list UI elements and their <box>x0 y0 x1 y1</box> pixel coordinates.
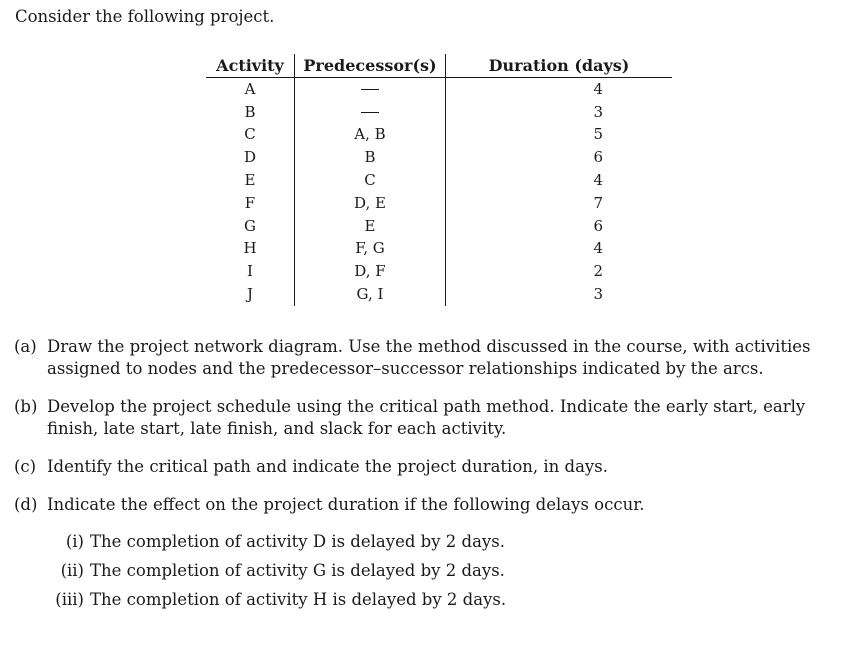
question-d <box>14 494 814 516</box>
none-dash <box>361 112 379 113</box>
duration-cell: 3 <box>593 285 603 304</box>
header-activity: Activity <box>206 54 295 78</box>
predecessors-cell <box>295 78 446 101</box>
duration-cell: 4 <box>593 79 603 98</box>
sub-question-text: The completion of activity D is delayed by 2 days. <box>90 532 505 551</box>
header-predecessors: Predecessor(s) <box>295 54 446 78</box>
predecessors-cell: A, B <box>295 124 446 147</box>
activity-cell: D <box>243 148 257 167</box>
question-text: Identify the critical path and indicate the project duration, in days. <box>47 457 608 476</box>
sub-question-iii <box>14 589 814 611</box>
table-row <box>206 238 672 261</box>
duration-cell: 6 <box>593 148 603 167</box>
table-header-row <box>206 54 672 78</box>
predecessors-cell: C <box>295 169 446 192</box>
table-row <box>206 124 672 147</box>
table-row <box>206 283 672 306</box>
project-table <box>206 54 672 306</box>
sub-question-i <box>14 531 814 553</box>
activity-cell: F <box>244 193 256 212</box>
question-label: (b) <box>14 397 38 416</box>
table-row <box>206 192 672 215</box>
duration-cell: 4 <box>593 171 603 190</box>
predecessors-cell <box>295 101 446 124</box>
sub-question-text: The completion of activity H is delayed by 2 days. <box>90 590 507 609</box>
table-row <box>206 78 672 101</box>
sub-question-label: (ii) <box>60 561 84 580</box>
question-label: (d) <box>14 495 38 514</box>
header-duration: Duration (days) <box>446 54 673 78</box>
question-c <box>14 456 814 478</box>
question-text: Indicate the effect on the project duration if the following delays occur. <box>47 495 645 514</box>
table-row <box>206 101 672 124</box>
table-row <box>206 260 672 283</box>
duration-cell: 7 <box>593 193 603 212</box>
activity-cell: C <box>244 125 256 144</box>
activity-cell: J <box>246 285 253 304</box>
intro-text: Consider the following project. <box>15 7 275 26</box>
none-dash <box>361 89 379 90</box>
question-label: (c) <box>14 457 37 476</box>
predecessors-cell: E <box>295 215 446 238</box>
sub-question-label: (iii) <box>55 590 84 609</box>
question-text: Draw the project network diagram. Use the method discussed in the course, with activities assigned to nodes and the predecessor–successor relationships indicated by the arcs. <box>47 337 811 378</box>
question-b <box>14 396 814 440</box>
question-label: (a) <box>14 337 37 356</box>
sub-question-ii <box>14 560 814 582</box>
activity-cell: A <box>244 79 256 98</box>
predecessors-cell: G, I <box>295 283 446 306</box>
duration-cell: 2 <box>593 262 603 281</box>
activity-cell: E <box>244 171 256 190</box>
activity-cell: I <box>247 262 253 281</box>
sub-question-text: The completion of activity G is delayed by 2 days. <box>90 561 505 580</box>
predecessors-cell: B <box>295 146 446 169</box>
predecessors-cell: F, G <box>295 238 446 261</box>
sub-question-label: (i) <box>65 532 84 551</box>
predecessors-cell: D, F <box>295 260 446 283</box>
table-row <box>206 169 672 192</box>
question-text: Develop the project schedule using the critical path method. Indicate the early start, early finish, late start, late finish, and slack for each activity. <box>47 397 806 438</box>
predecessors-cell: D, E <box>295 192 446 215</box>
questions-list <box>14 336 814 611</box>
question-a <box>14 336 814 380</box>
duration-cell: 3 <box>593 102 603 121</box>
activity-cell: B <box>244 102 256 121</box>
duration-cell: 5 <box>593 125 603 144</box>
table-row <box>206 146 672 169</box>
duration-cell: 4 <box>593 239 603 258</box>
duration-cell: 6 <box>593 216 603 235</box>
activity-cell: H <box>243 239 257 258</box>
table-row <box>206 215 672 238</box>
activity-cell: G <box>244 216 256 235</box>
